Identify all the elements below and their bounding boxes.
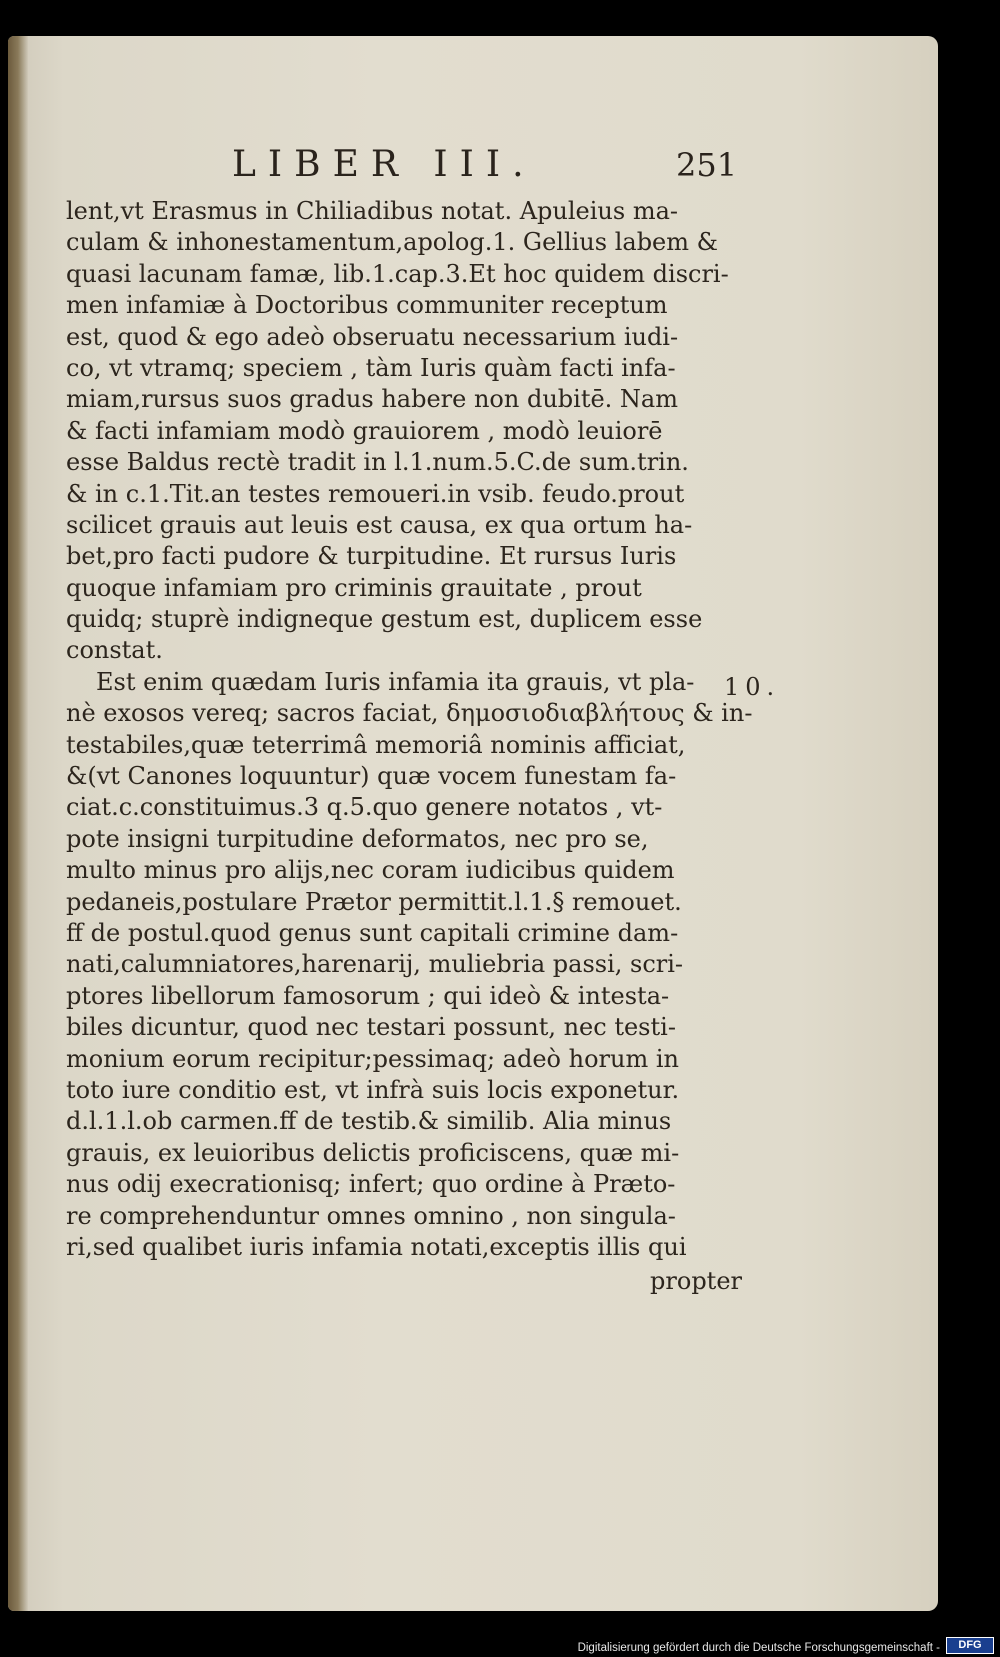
text-line: biles dicuntur, quod nec testari possunt, nec testi- [66, 1013, 676, 1042]
page-header [8, 144, 938, 192]
catchword: propter [650, 1267, 742, 1296]
text-block [66, 196, 766, 1303]
running-head: LIBER III. [232, 144, 536, 185]
book-spine [8, 36, 28, 1611]
text-line: &(vt Canones loquuntur) quæ vocem funestam fa- [66, 762, 677, 791]
text-line: quoque infamiam pro criminis grauitate , prout [66, 573, 642, 602]
text-line: constat. [66, 636, 163, 665]
text-line: nus odij execrationisq; infert; quo ordine à Præto- [66, 1170, 676, 1199]
dfg-logo: DFG [946, 1637, 994, 1654]
text-line: ciat.c.constituimus.3 q.5.quo genere notatos , vt- [66, 793, 663, 822]
text-line: d.l.1.l.ob carmen.ff de testib.& similib. Alia minus [66, 1107, 672, 1136]
page-number: 251 [676, 146, 738, 184]
text-line: ptores libellorum famosorum ; qui ideò & intesta- [66, 981, 670, 1010]
text-line: multo minus pro alijs,nec coram iudicibus quidem [66, 856, 675, 885]
catchword-row [66, 1263, 766, 1303]
text-line: culam & inhonestamentum,apolog.1. Gellius labem & [66, 228, 719, 257]
text-line: men infamiæ à Doctoribus communiter receptum [66, 291, 668, 320]
margin-note: 10. [724, 673, 781, 701]
text-line: nati,calumniatores,harenarij, muliebria passi, scri- [66, 950, 684, 979]
text-line: scilicet grauis aut leuis est causa, ex qua ortum ha- [66, 510, 693, 539]
text-line: co, vt vtramq; speciem , tàm Iuris quàm facti infa- [66, 353, 676, 382]
text-line: re comprehenduntur omnes omnino , non singula- [66, 1201, 676, 1230]
text-line: esse Baldus rectè tradit in l.1.num.5.C.de sum.trin. [66, 448, 689, 477]
digitization-credit: Digitalisierung gefördert durch die Deutsche Forschungsgemeinschaft - [577, 1642, 940, 1654]
text-line: grauis, ex leuioribus delictis proficiscens, quæ mi- [66, 1138, 680, 1167]
book-page [8, 36, 938, 1611]
text-line: nè exosos vereq; sacros faciat, δημοσιοδιαβλήτους & in- [66, 699, 753, 728]
text-line: pedaneis,postulare Prætor permittit.l.1.§ remouet. [66, 887, 682, 916]
footer-bar [0, 1635, 1000, 1657]
text-line: quidq; stuprè indigneque gestum est, duplicem esse [66, 605, 703, 634]
text-line: monium eorum recipitur;pessimaq; adeò horum in [66, 1044, 679, 1073]
text-line: miam,rursus suos gradus habere non dubitē. Nam [66, 385, 678, 414]
text-line: pote insigni turpitudine deformatos, nec pro se, [66, 824, 649, 853]
text-line: ff de postul.quod genus sunt capitali crimine dam- [66, 918, 679, 947]
text-line: testabiles,quæ teterrimâ memoriâ nominis afficiat, [66, 730, 686, 759]
text-line: & facti infamiam modò grauiorem , modò leuiorē [66, 416, 663, 445]
text-line: & in c.1.Tit.an testes remoueri.in vsib. feudo.prout [66, 479, 685, 508]
text-line: quasi lacunam famæ, lib.1.cap.3.Et hoc quidem discri- [66, 259, 729, 288]
text-line: lent,vt Erasmus in Chiliadibus notat. Apuleius ma- [66, 197, 678, 225]
text-line: toto iure conditio est, vt infrà suis locis exponetur. [66, 1075, 680, 1104]
text-line: Est enim quædam Iuris infamia ita grauis, vt pla- [96, 667, 695, 696]
text-line: ri,sed qualibet iuris infamia notati,exceptis illis qui [66, 1232, 687, 1261]
text-line: bet,pro facti pudore & turpitudine. Et rursus Iuris [66, 542, 677, 571]
text-line: est, quod & ego adeò obseruatu necessarium iudi- [66, 322, 679, 351]
